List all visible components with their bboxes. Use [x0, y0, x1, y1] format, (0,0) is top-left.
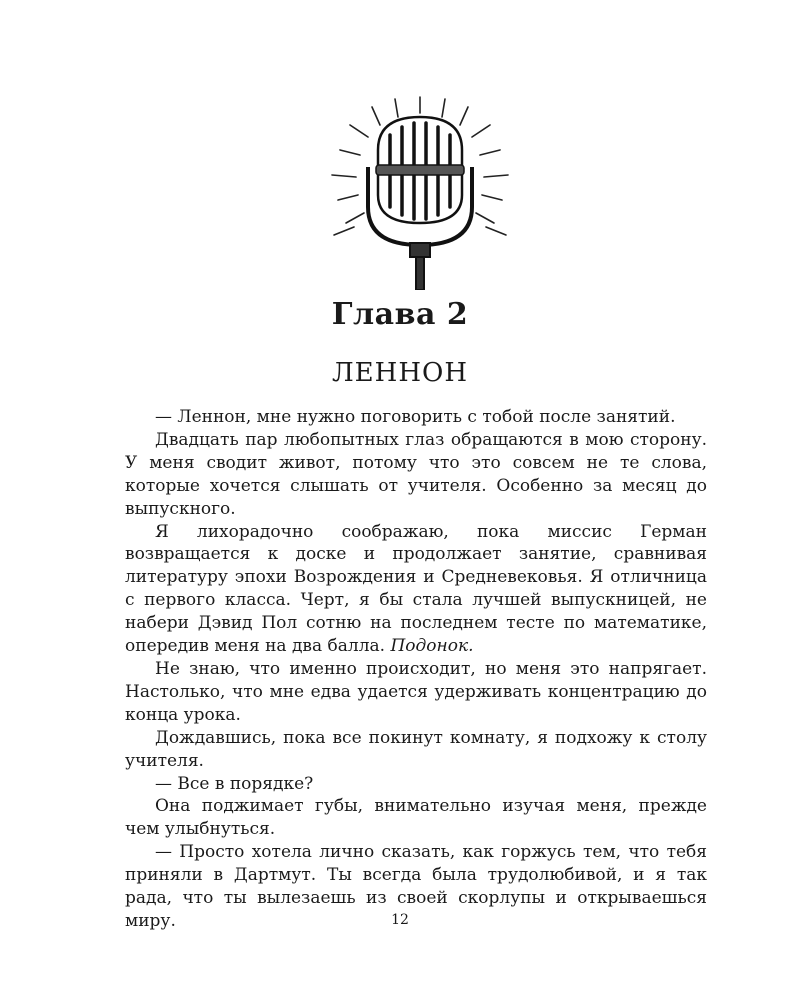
paragraph: Не знаю, что именно происходит, но меня это напрягает. Настолько, что мне едва удается удерживать концентрацию до конца урока. — [125, 658, 707, 725]
emphasis-text: Подонок. — [390, 636, 474, 657]
chapter-subtitle: ЛЕННОН — [331, 358, 468, 388]
paragraph: — Просто хотела лично сказать, как горжусь тем, что тебя приняли в Дартмут. Ты всегда была трудолюбивой, и я так рада, что ты вылезаешь из своей скорлупы и открываешься миру. — [125, 842, 707, 931]
paragraph: Двадцать пар любопытных глаз обращаются в мою сторону. У меня сводит живот, потому что это совсем не те слова, которые хочется слышать от учителя. Особенно за месяц до выпускного. — [125, 429, 707, 519]
vintage-microphone-icon — [310, 95, 530, 290]
chapter-text — [125, 406, 707, 933]
paragraph — [125, 521, 707, 658]
paragraph: — Все в порядке? — [155, 773, 314, 794]
paragraph: — Леннон, мне нужно поговорить с тобой после занятий. — [155, 407, 676, 427]
paragraph: Она поджимает губы, внимательно изучая меня, прежде чем улыбнуться. — [125, 796, 707, 840]
paragraph: Дождавшись, пока все покинут комнату, я подхожу к столу учителя. — [125, 727, 707, 771]
paragraph-text: Я лихорадочно соображаю, пока миссис Герман возвращается к доске и продолжает занятие, сравнивая литературу эпохи Возрождения и Средневековья. Я отличница с первого класса. Черт, я бы стала лучшей выпускницей, не набери Дэвид Пол сотню на последнем тесте по математике, опередив меня на два балла. — [125, 521, 707, 657]
microphone-ring — [376, 165, 464, 175]
page-number: 12 — [391, 912, 409, 928]
microphone-stand — [410, 243, 430, 290]
chapter-title: Глава 2 — [331, 297, 469, 332]
